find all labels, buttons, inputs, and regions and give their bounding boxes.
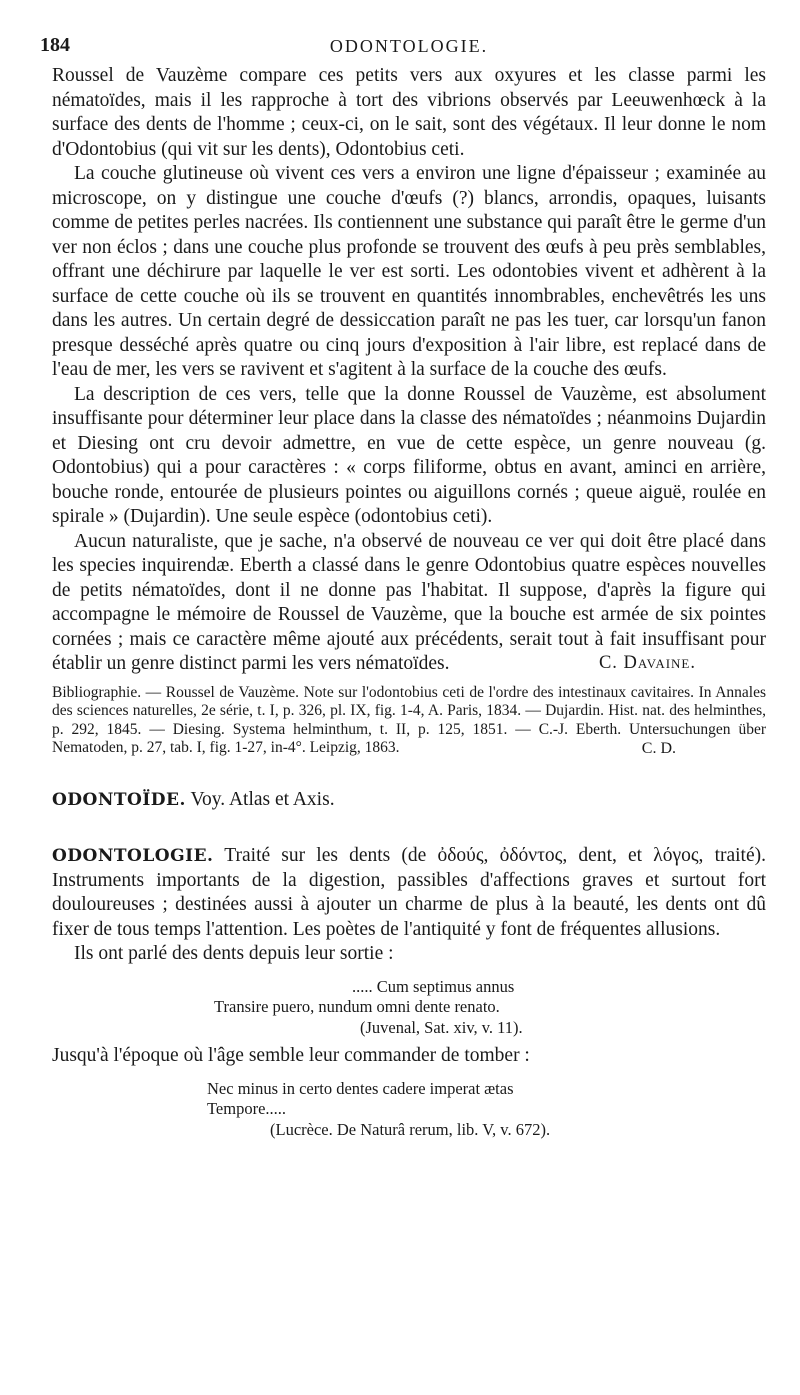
bibliography-signature: C. D. — [641, 739, 676, 757]
paragraph-2: La couche glutineuse où vivent ces vers a environ une ligne d'épaisseur ; examinée au microscope, on y distingue une couche d'œufs (?) blancs, arrondis, opaques, luisants comme de petites perles nacrées. Ils contiennent une substance qui paraît être le germe d'un ver non éclos ; dans une couche plus profonde se trouvent des œufs à peu près semblables, offrant une déchirure par laquelle le ver est sorti. Les odontobies vivent et adhèrent à la surface de cette couche où ils se trouvent en quantités innombrables, enchevêtrés les uns dans les autres. Un certain degré de dessiccation paraît ne pas les tuer, car lorsqu'un fanon presque desséché après quatre ou cinq jours d'exposition à l'air libre, est replacé dans de l'eau de mer, les vers se ravivent et s'agitent à la surface de la couche des œufs. — [52, 163, 766, 380]
entry-odontoide-head: ODONTOÏDE. — [52, 789, 186, 810]
bibliography: Bibliographie. — Roussel de Vauzème. Note sur l'odontobius ceti de l'ordre des intestinaux cavitaires. In Annales des sciences naturelles, 2e série, t. I, p. 326, pl. IX, fig. 1-4, A. Paris, 1834. — Dujardin. Hist. nat. des helminthes, p. 292, 1845. — Diesing. Systema helminthum, t. II, p. 125, 1851. — C.-J. Eberth. Untersuchungen über Nematoden, p. 27, tab. I, fig. 1-27, in-4°. Leipzig, 1863. — [52, 683, 766, 756]
page-number: 184 — [40, 34, 70, 56]
quote-juvenal-line1: ..... Cum septimus annus — [352, 976, 515, 996]
entry-odontologie — [52, 844, 766, 942]
paragraph-1: Roussel de Vauzème compare ces petits vers aux oxyures et les classe parmi les nématoïdes, mais il les rapproche à tort des vibrions observés par Leeuwenhœck à la surface des dents de l'homme ; ceux-ci, on le sait, sont des végétaux. Il leur donne le nom d'Odontobius (qui vit sur les dents), Odontobius ceti. — [52, 65, 766, 160]
quote-lucrece-source: (Lucrèce. De Naturâ rerum, lib. V, v. 672). — [270, 1119, 551, 1139]
quote-lucrece-line2: Tempore..... — [207, 1099, 287, 1118]
quote-lucrece-line1: Nec minus in certo dentes cadere imperat ætas — [207, 1078, 514, 1098]
page-header — [40, 30, 766, 64]
paragraph-3: La description de ces vers, telle que la donne Roussel de Vauzème, est absolument insuffisante pour déterminer leur place dans la classe des nématoïdes ; néanmoins Dujardin et Diesing ont cru devoir admettre, en vue de cette espèce, un genre nouveau (g. Odontobius) qui a pour caractères : « corps filiforme, obtus en avant, aminci en arrière, bouche ronde, entourée de plusieurs pointes ou aiguillons cornés ; queue aiguë, roulée en spirale » (Dujardin). Une seule espèce (odontobius ceti). — [52, 383, 766, 527]
entry-odontologie-head: ODONTOLOGIE. — [52, 846, 214, 866]
entry-odontoide — [52, 788, 766, 813]
paragraph-4: Aucun naturaliste, que je sache, n'a observé de nouveau ce ver qui doit être placé dans les species inquirendæ. Eberth a classé dans le genre Odontobius quatre espèces nouvelles de petits nématoïdes, dont il ne donne pas l'habitat. Il suppose, d'après la figure qui accompagne le mémoire de Roussel de Vauzème, que la bouche est armée de six pointes cornées ; mais ce caractère même ajouté aux précédents, serait tout à fait insuffisant pour établir un genre distinct parmi les vers nématoïdes. — [52, 530, 766, 674]
entry-odontologie-line2: Ils ont parlé des dents depuis leur sortie : — [74, 943, 394, 964]
quote-juvenal-source: (Juvenal, Sat. xiv, v. 11). — [360, 1017, 523, 1037]
author-signature: C. Davaine. — [598, 652, 696, 673]
entry-odontologie-body: Traité sur les dents (de ὀδούς, ὀδόντος, dent, et λόγος, traité). Instruments importants de la digestion, passibles d'affections graves et surtout fort douloureuses ; destinées aussi à ajouter un charme de plus à la beauté, les dents ont dû fixer de tous temps l'attention. Les poètes de l'antiquité y font de fréquentes allusions. — [52, 845, 766, 940]
running-title: ODONTOLOGIE. — [329, 36, 489, 56]
quote-lucrece — [52, 1079, 766, 1141]
entry-odontoide-body: Voy. Atlas et Axis. — [190, 788, 335, 810]
quote-juvenal — [52, 977, 766, 1039]
quote-juvenal-line2: Transire puero, nundum omni dente renato. — [214, 997, 500, 1016]
paragraph-after-quote1: Jusqu'à l'époque où l'âge semble leur commander de tomber : — [52, 1045, 530, 1066]
